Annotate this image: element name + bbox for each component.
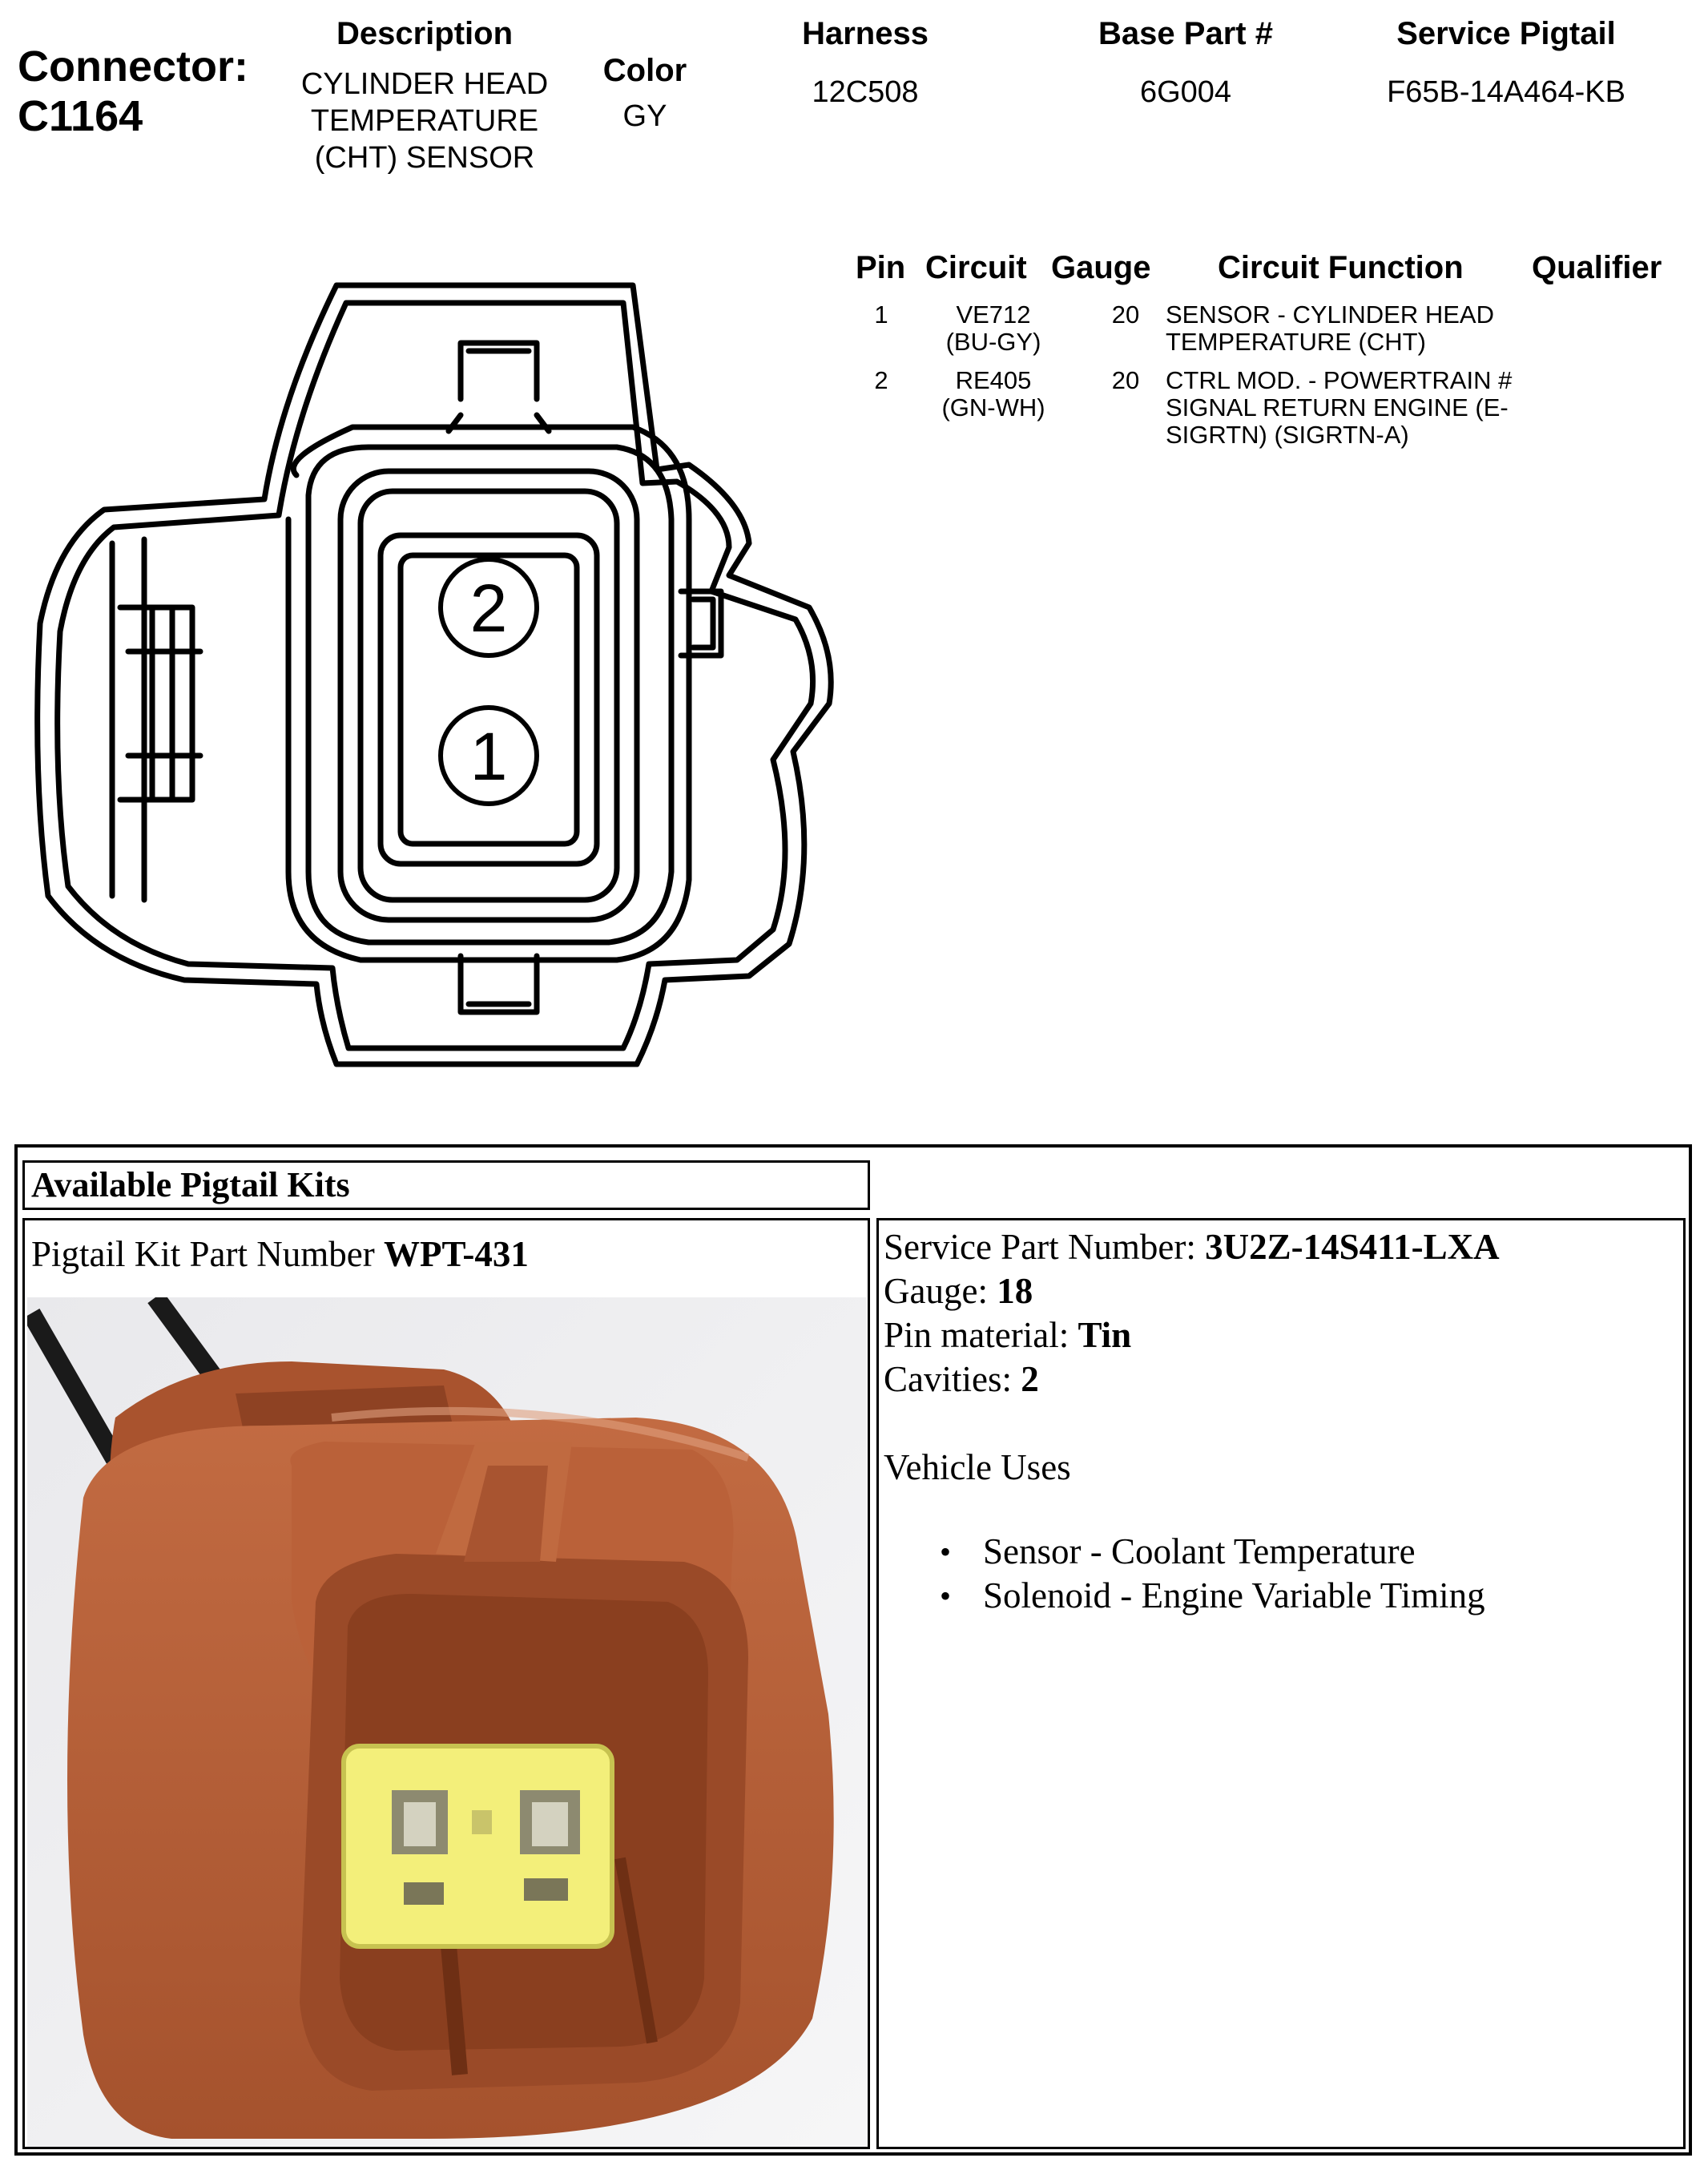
kit-gauge-value: 18 bbox=[997, 1271, 1033, 1311]
function-line: SIGNAL RETURN ENGINE (E- bbox=[1166, 393, 1509, 421]
kit-gauge bbox=[884, 1269, 1683, 1313]
circuit-id bbox=[921, 301, 1065, 356]
pigtail-kit-cell bbox=[22, 1218, 870, 2149]
circuit-color: (BU-GY) bbox=[945, 328, 1041, 356]
kit-part-number bbox=[31, 1233, 529, 1275]
kit-gauge-label: Gauge: bbox=[884, 1271, 997, 1311]
cavities-label: Cavities: bbox=[884, 1359, 1021, 1399]
description-column bbox=[272, 14, 577, 176]
description-value bbox=[272, 66, 577, 176]
vehicle-uses-title: Vehicle Uses bbox=[884, 1447, 1071, 1487]
circuit-code: VE712 bbox=[956, 300, 1031, 329]
function-line: SENSOR - CYLINDER HEAD bbox=[1166, 300, 1494, 329]
qualifier-header: Qualifier bbox=[1532, 250, 1662, 285]
description-line: TEMPERATURE bbox=[310, 104, 539, 138]
circuit-color: (GN-WH) bbox=[941, 393, 1045, 421]
top-key bbox=[449, 343, 549, 431]
color-value: GY bbox=[622, 99, 667, 133]
base-part-label: Base Part # bbox=[1098, 16, 1273, 51]
latch-tab bbox=[120, 607, 200, 800]
service-part-label: Service Part Number: bbox=[884, 1227, 1206, 1267]
service-pigtail-label: Service Pigtail bbox=[1396, 16, 1616, 51]
list-item: • Solenoid - Engine Variable Timing bbox=[940, 1574, 1683, 1618]
pin-material-value: Tin bbox=[1078, 1315, 1132, 1355]
gauge-value: 20 bbox=[1111, 366, 1140, 394]
circuit-function bbox=[1166, 367, 1550, 449]
pin-material bbox=[884, 1313, 1683, 1357]
color-column bbox=[577, 51, 713, 135]
list-item: • Sensor - Coolant Temperature bbox=[940, 1530, 1683, 1574]
pin-table-header bbox=[841, 250, 1698, 295]
service-part-value: 3U2Z-14S411-LXA bbox=[1205, 1227, 1500, 1267]
table-row bbox=[841, 301, 1698, 367]
function-line: SIGRTN) (SIGRTN-A) bbox=[1166, 421, 1409, 449]
base-part-column bbox=[1065, 14, 1306, 111]
service-pigtail-value: F65B-14A464-KB bbox=[1387, 75, 1625, 109]
service-pigtail-column bbox=[1354, 14, 1658, 111]
circuit-code: RE405 bbox=[955, 366, 1032, 394]
description-line: CYLINDER HEAD bbox=[300, 67, 549, 101]
service-part-number bbox=[884, 1225, 1683, 1269]
pin-material-label: Pin material: bbox=[884, 1315, 1078, 1355]
connector-heading bbox=[18, 42, 248, 141]
pin-1-label: 1 bbox=[469, 719, 508, 794]
pin-header: Pin bbox=[856, 250, 906, 285]
gauge-value: 20 bbox=[1111, 300, 1140, 329]
pigtail-photo bbox=[27, 1297, 867, 2147]
kit-part-value: WPT-431 bbox=[383, 1234, 529, 1274]
color-label: Color bbox=[602, 53, 687, 88]
pin-number: 1 bbox=[874, 300, 888, 329]
kit-part-label: Pigtail Kit Part Number bbox=[31, 1234, 384, 1274]
bottom-key bbox=[461, 956, 537, 1012]
connector-label: Connector: bbox=[18, 42, 248, 91]
housing-outline bbox=[38, 285, 832, 1064]
description-line: (CHT) SENSOR bbox=[314, 141, 535, 175]
circuit-function bbox=[1166, 301, 1550, 356]
gauge-header: Gauge bbox=[1051, 250, 1151, 285]
circuit-id bbox=[921, 367, 1065, 421]
pin-number: 2 bbox=[874, 366, 888, 394]
description-label: Description bbox=[336, 16, 514, 51]
service-part-cell bbox=[876, 1218, 1686, 2149]
table-row bbox=[841, 367, 1698, 455]
harness-column bbox=[769, 14, 961, 111]
harness-label: Harness bbox=[802, 16, 929, 51]
vehicle-uses-list bbox=[884, 1530, 1683, 1618]
function-line: CTRL MOD. - POWERTRAIN # bbox=[1166, 366, 1513, 394]
connector-face-diagram bbox=[24, 255, 841, 1096]
harness-value: 12C508 bbox=[812, 75, 919, 109]
latch bbox=[112, 539, 144, 900]
circuit-header: Circuit bbox=[925, 250, 1027, 285]
cavities bbox=[884, 1357, 1683, 1402]
pigtail-kits-title: Available Pigtail Kits bbox=[22, 1160, 870, 1210]
pin-table bbox=[841, 250, 1698, 455]
pin-2-label: 2 bbox=[469, 571, 508, 646]
function-line: TEMPERATURE (CHT) bbox=[1166, 328, 1426, 356]
cavities-value: 2 bbox=[1021, 1359, 1039, 1399]
connector-id: C1164 bbox=[18, 92, 143, 140]
base-part-value: 6G004 bbox=[1139, 75, 1232, 109]
function-header: Circuit Function bbox=[1218, 250, 1464, 285]
insert-surround bbox=[288, 427, 689, 960]
